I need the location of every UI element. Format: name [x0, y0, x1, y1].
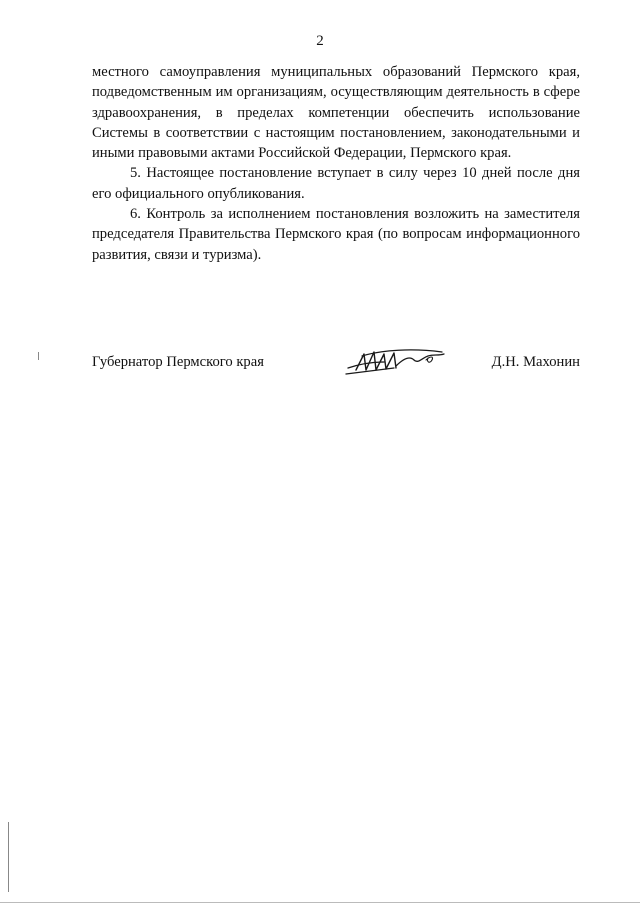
- scan-edge-left: [38, 352, 39, 360]
- scan-edge-bottom-left: [8, 822, 9, 892]
- scan-edge-bottom: [0, 902, 640, 903]
- handwritten-signature: [342, 344, 450, 380]
- signatory-name: Д.Н. Махонин: [491, 354, 580, 370]
- paragraph-item-6: 6. Контроль за исполнением постановления возложить на заместителя председателя Правительства Пермского края (по вопросам информационного развития, связи и туризма).: [92, 206, 580, 263]
- paragraph-continuation: местного самоуправления муниципальных образований Пермского края, подведомственным им организациям, осуществляющим деятельность в сфере здравоохранения, в пределах компетенции обеспечить использование Системы в соответствии с настоящим постановлением, законодательными и иными правовыми актами Российской Федерации, Пермского края.: [92, 64, 580, 162]
- paragraph-item-5: 5. Настоящее постановление вступает в силу через 10 дней после дня его официального опубликования.: [92, 165, 580, 202]
- page-number: 2: [316, 33, 324, 49]
- signature-block: [92, 352, 580, 382]
- signatory-title: Губернатор Пермского края: [92, 354, 264, 370]
- document-body: [92, 62, 580, 265]
